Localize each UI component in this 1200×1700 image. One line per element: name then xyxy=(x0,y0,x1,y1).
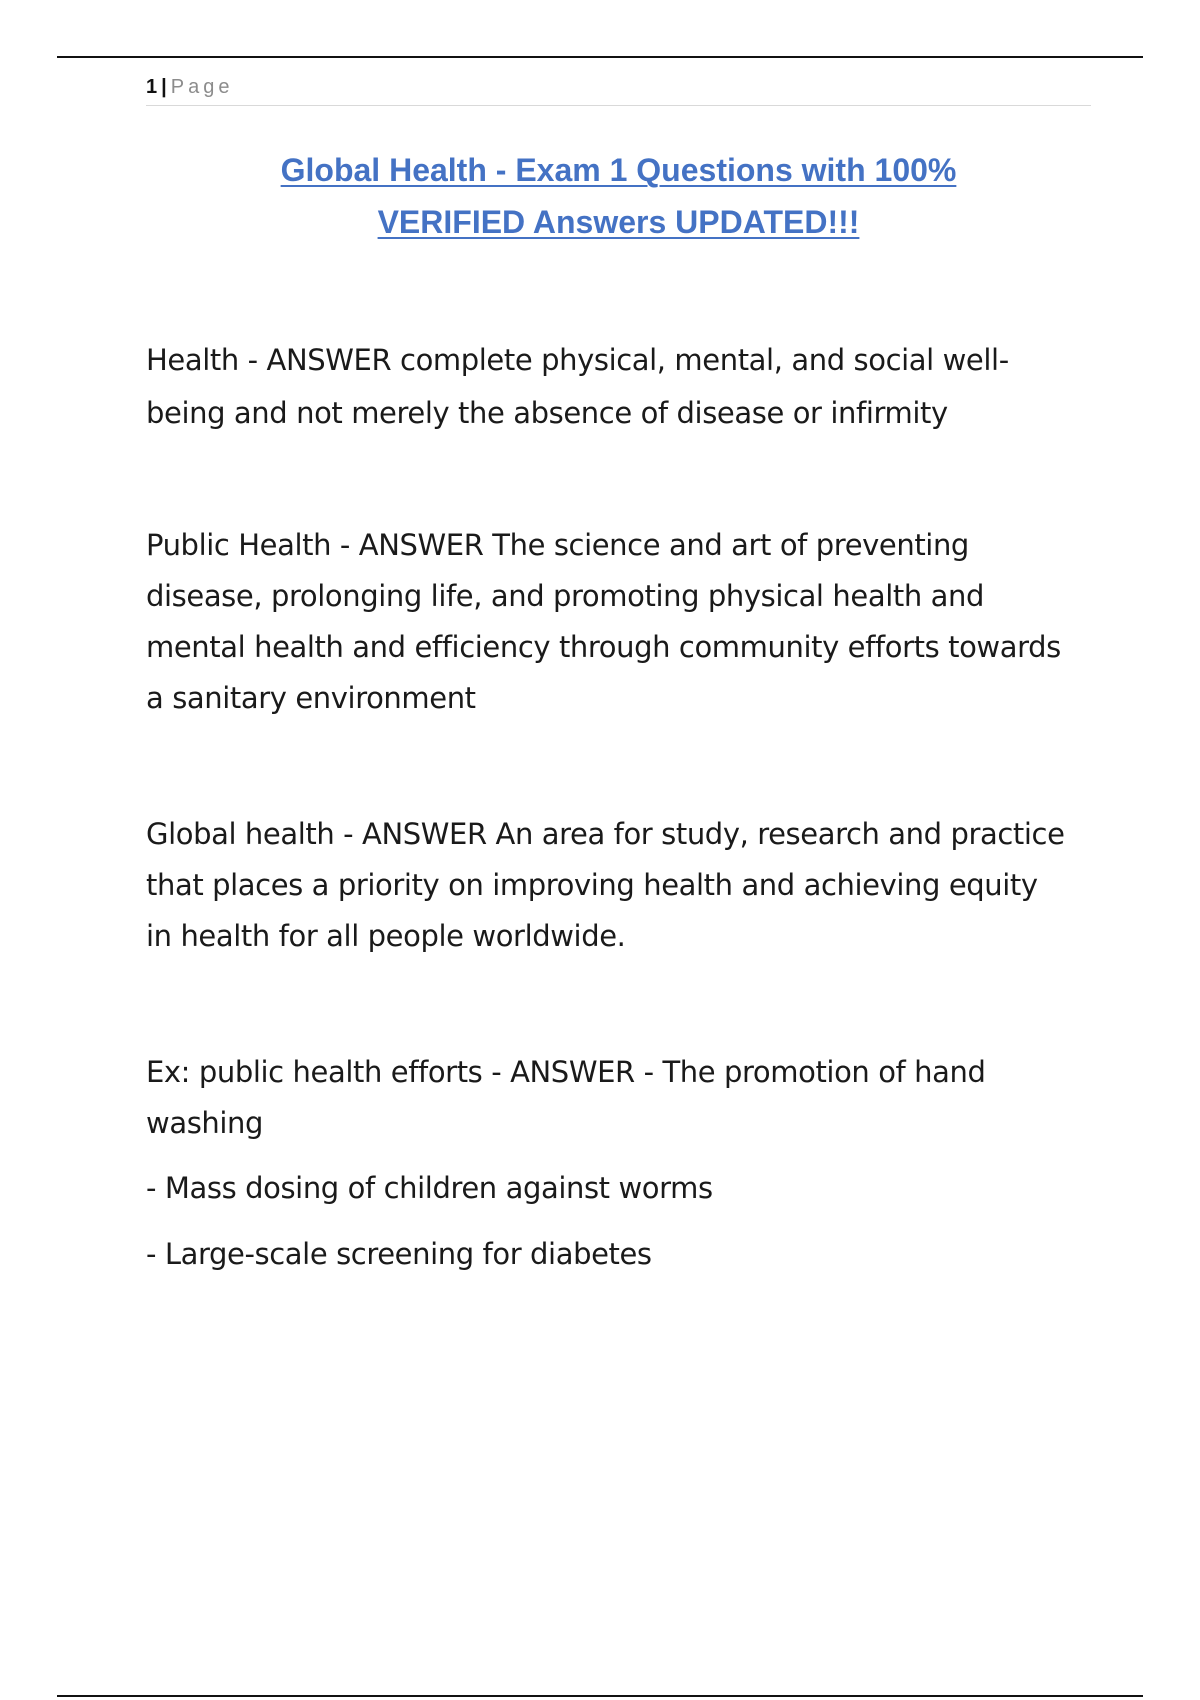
top-rule xyxy=(57,56,1143,58)
page-label: Page xyxy=(170,76,234,98)
qa-entry-health: Health - ANSWER complete physical, mental, and social well-being and not merely the absence of disease or infirmity xyxy=(146,343,1009,430)
title-line-1: Global Health - Exam 1 Questions with 100% xyxy=(280,152,957,188)
list-item-mass-dosing: - Mass dosing of children against worms xyxy=(146,1171,713,1205)
bottom-rule xyxy=(57,1695,1143,1697)
list-item-diabetes-screening: - Large-scale screening for diabetes xyxy=(146,1237,652,1271)
qa-entry-global-health: Global health - ANSWER An area for study, research and practice that places a priority on improving health and achieving equity in health for all people worldwide. xyxy=(146,817,1065,953)
page-number: 1 xyxy=(146,76,158,98)
page-header xyxy=(146,74,1091,106)
qa-entry-public-health-efforts: Ex: public health efforts - ANSWER - The promotion of hand washing xyxy=(146,1055,986,1140)
title-line-2: VERIFIED Answers UPDATED!!! xyxy=(377,204,860,240)
document-title xyxy=(146,144,1091,248)
qa-entry-public-health: Public Health - ANSWER The science and art of preventing disease, prolonging life, and promoting physical health and mental health and efficiency through community efforts towards a sanitary environment xyxy=(146,528,1061,715)
page-separator: | xyxy=(161,76,167,98)
